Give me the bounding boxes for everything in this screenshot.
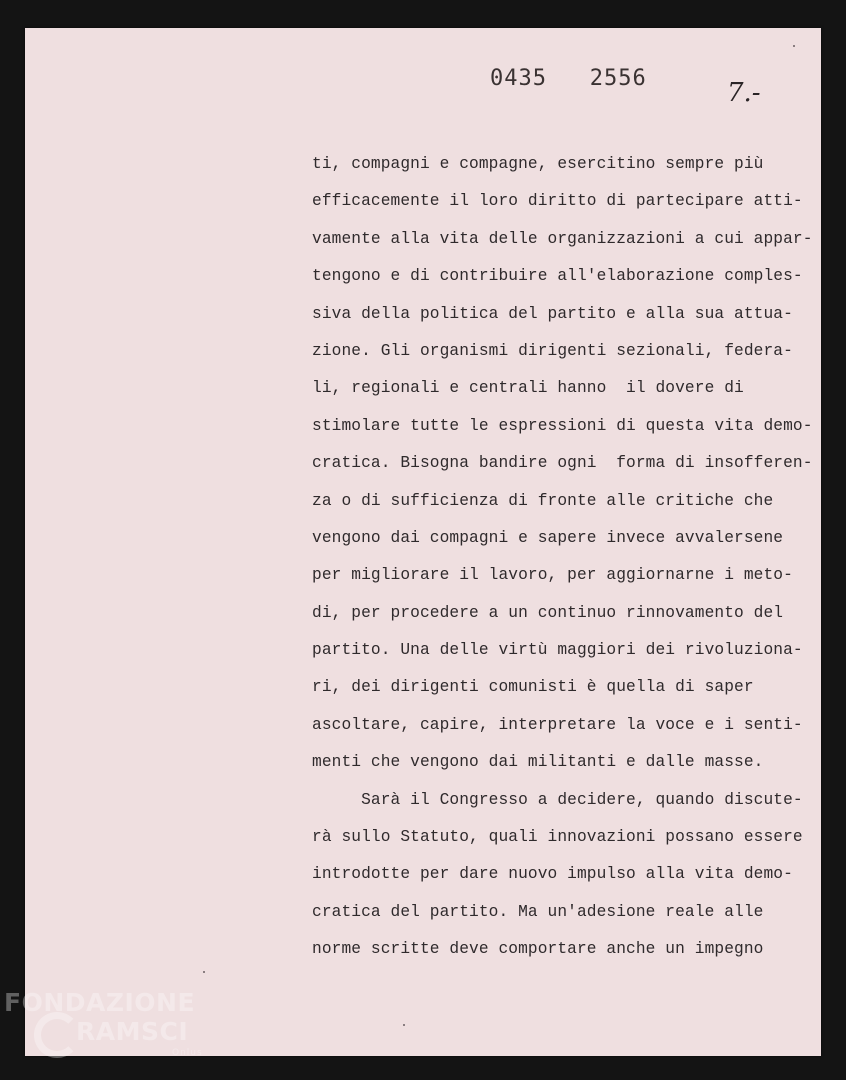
- g-logo-icon: [34, 1012, 80, 1058]
- text-line: zione. Gli organismi dirigenti sezionali, federa-: [312, 341, 793, 360]
- text-line: tengono e di contribuire all'elaborazione comples-: [312, 267, 803, 286]
- text-line: partito. Una delle virtù maggiori dei rivoluziona-: [312, 641, 803, 660]
- text-line: menti che vengono dai militanti e dalle masse.: [312, 753, 764, 772]
- paper-speck: [403, 1024, 405, 1026]
- text-line: ascoltare, capire, interpretare la voce e i senti-: [312, 715, 803, 734]
- paper-speck: [203, 971, 205, 973]
- text-line: siva della politica del partito e alla sua attua-: [312, 304, 793, 323]
- text-line: li, regionali e centrali hanno il dovere di: [312, 379, 744, 398]
- text-line: stimolare tutte le espressioni di questa vita demo-: [312, 416, 813, 435]
- watermark-line2: RAMSCI: [76, 1017, 189, 1046]
- text-line: di, per procedere a un continuo rinnovamento del: [312, 603, 784, 622]
- text-line: vamente alla vita delle organizzazioni a cui appar-: [312, 229, 813, 248]
- text-line: ti, compagni e compagne, esercitino sempre più: [312, 155, 764, 173]
- page-number: 7.-: [727, 78, 761, 108]
- body-text: [312, 146, 812, 969]
- text-line: norme scritte deve comportare anche un impegno: [312, 940, 764, 959]
- text-line: Sarà il Congresso a decidere, quando discute-: [312, 790, 803, 809]
- archive-number: 0435 2556: [490, 66, 647, 91]
- fondazione-gramsci-watermark: [4, 988, 224, 1078]
- text-line: ri, dei dirigenti comunisti è quella di saper: [312, 678, 754, 697]
- text-line: za o di sufficienza di fronte alle critiche che: [312, 491, 774, 510]
- text-line: per migliorare il lavoro, per aggiornarne i meto-: [312, 566, 793, 585]
- watermark-line1: FONDAZIONE: [4, 988, 196, 1017]
- document-page: [25, 28, 821, 1056]
- watermark-suffix: Onlus: [172, 1048, 203, 1058]
- text-line: rà sullo Statuto, quali innovazioni possano essere: [312, 828, 803, 847]
- text-line: cratica del partito. Ma un'adesione reale alle: [312, 902, 764, 921]
- paper-speck: [793, 45, 795, 47]
- text-line: efficacemente il loro diritto di partecipare atti-: [312, 192, 803, 211]
- text-line: cratica. Bisogna bandire ogni forma di insofferen-: [312, 454, 813, 473]
- text-line: vengono dai compagni e sapere invece avvalersene: [312, 528, 784, 547]
- text-line: introdotte per dare nuovo impulso alla vita demo-: [312, 865, 793, 884]
